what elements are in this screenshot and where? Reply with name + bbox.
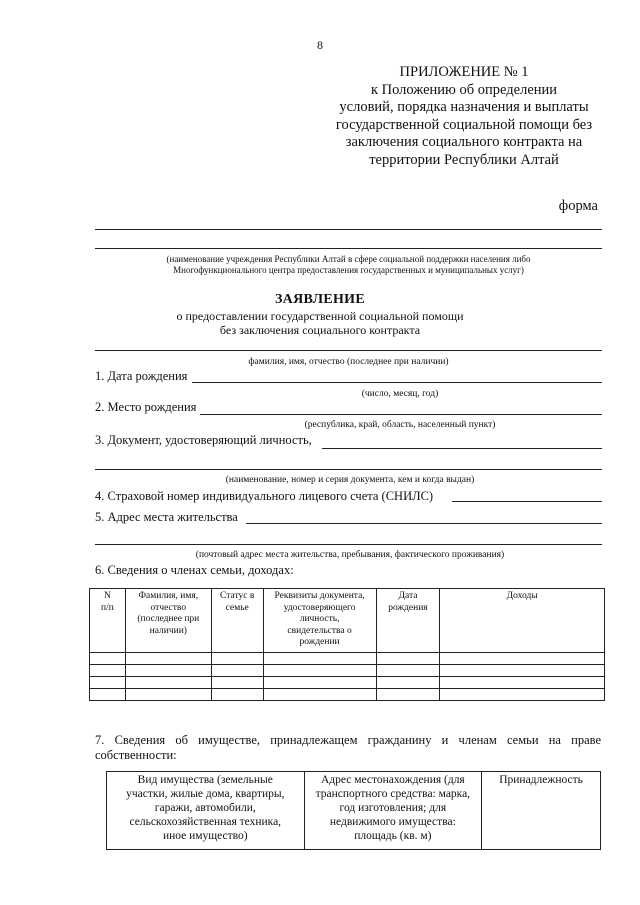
snils-label: 4. Страховой номер индивидуального лицевого счета (СНИЛС) xyxy=(95,489,434,503)
birth-place-field[interactable] xyxy=(200,414,602,415)
table-cell[interactable] xyxy=(263,665,376,677)
header-text: год изготовления; для xyxy=(339,802,447,814)
header-text: рождения xyxy=(388,602,428,613)
birth-place-note: (республика, край, область, населенный пункт) xyxy=(304,420,496,430)
header-text: рождении xyxy=(299,637,340,647)
header-text: Реквизиты документа, xyxy=(274,591,365,601)
property-table xyxy=(106,771,601,850)
fio-line[interactable] xyxy=(95,350,602,351)
appendix-header xyxy=(318,64,610,170)
table-cell[interactable] xyxy=(125,653,211,665)
col-header-property-type xyxy=(107,772,305,850)
table-cell[interactable] xyxy=(440,677,605,689)
col-header-location xyxy=(304,772,482,850)
table-cell[interactable] xyxy=(90,689,126,701)
property-text-line: собственности: xyxy=(95,748,177,762)
table-cell[interactable] xyxy=(211,677,263,689)
property-text xyxy=(95,733,601,763)
family-label: 6. Сведения о членах семьи, доходах: xyxy=(95,563,294,577)
application-subtitle-line: о предоставлении государственной социальной помощи xyxy=(176,309,464,323)
table-row xyxy=(90,653,605,665)
col-header-ownership xyxy=(482,772,601,850)
institution-note xyxy=(95,254,602,276)
header-text: сельскохозяйственная техника, xyxy=(129,816,282,828)
header-text: Доходы xyxy=(506,591,538,601)
col-header-birth-date xyxy=(376,589,440,653)
table-cell[interactable] xyxy=(376,677,440,689)
table-cell[interactable] xyxy=(211,689,263,701)
header-text: Принадлежность xyxy=(499,774,583,786)
address-field[interactable] xyxy=(246,523,602,524)
document-field[interactable] xyxy=(322,448,602,449)
table-cell[interactable] xyxy=(90,665,126,677)
header-text: иное имущество) xyxy=(162,830,248,842)
property-text-line: 7. Сведения об имуществе, принадлежащем гражданину и членам семьи на праве xyxy=(95,733,601,747)
table-cell[interactable] xyxy=(376,653,440,665)
document-note: (наименование, номер и серия документа, кем и когда выдан) xyxy=(225,475,475,485)
header-text: Фамилия, имя, xyxy=(138,591,199,601)
institution-line-2[interactable] xyxy=(95,248,602,249)
header-text: N xyxy=(104,591,111,601)
header-text: наличии) xyxy=(149,625,187,636)
application-title: ЗАЯВЛЕНИЕ xyxy=(274,292,365,307)
header-text: Статус в xyxy=(220,591,255,601)
header-text: площадь (кв. м) xyxy=(354,830,432,842)
address-field-line-2[interactable] xyxy=(95,544,602,545)
header-text: Дата xyxy=(398,591,418,601)
header-text: Вид имущества (земельные xyxy=(137,774,273,786)
header-text: гаражи, автомобили, xyxy=(154,802,256,814)
birth-date-note: (число, месяц, год) xyxy=(361,389,439,399)
application-subtitle xyxy=(0,309,640,337)
institution-line-1[interactable] xyxy=(95,229,602,230)
birth-place-label: 2. Место рождения xyxy=(95,400,197,414)
col-header-number xyxy=(90,589,126,653)
header-text: личность, xyxy=(299,614,340,624)
address-label: 5. Адрес места жительства xyxy=(95,510,238,524)
table-cell[interactable] xyxy=(263,653,376,665)
header-text: удостоверяющего xyxy=(283,602,356,613)
form-label: форма xyxy=(558,198,598,214)
col-header-status xyxy=(211,589,263,653)
fio-note: фамилия, имя, отчество (последнее при наличии) xyxy=(248,357,449,367)
table-cell[interactable] xyxy=(90,653,126,665)
address-note: (почтовый адрес места жительства, пребывания, фактического проживания) xyxy=(195,550,505,560)
page-number: 8 xyxy=(317,38,323,52)
appendix-line: государственной социальной помощи без xyxy=(335,116,593,133)
table-cell[interactable] xyxy=(263,677,376,689)
appendix-line: территории Республики Алтай xyxy=(369,151,559,168)
header-text: семье xyxy=(225,602,249,613)
header-text: Адрес местонахождения (для xyxy=(320,774,465,786)
institution-note-line: Многофункционального центра предоставления государственных и муниципальных услуг) xyxy=(173,265,524,275)
table-cell[interactable] xyxy=(125,677,211,689)
table-cell[interactable] xyxy=(440,653,605,665)
header-text: свидетельства о xyxy=(287,625,352,636)
institution-note-line: (наименование учреждения Республики Алтай в сфере социальной поддержки населения либо xyxy=(166,254,531,264)
header-text: недвижимого имущества: xyxy=(329,816,456,828)
birth-date-label: 1. Дата рождения xyxy=(95,369,188,383)
table-cell[interactable] xyxy=(125,665,211,677)
col-header-income xyxy=(440,589,605,653)
table-row xyxy=(90,689,605,701)
col-header-document xyxy=(263,589,376,653)
header-text: отчество xyxy=(150,602,187,613)
appendix-line: к Положению об определении xyxy=(370,81,558,98)
table-cell[interactable] xyxy=(376,689,440,701)
birth-date-field[interactable] xyxy=(192,382,602,383)
table-cell[interactable] xyxy=(440,689,605,701)
table-cell[interactable] xyxy=(90,677,126,689)
table-cell[interactable] xyxy=(263,689,376,701)
document-field-line-2[interactable] xyxy=(95,469,602,470)
table-cell[interactable] xyxy=(125,689,211,701)
appendix-title: ПРИЛОЖЕНИЕ № 1 xyxy=(399,64,529,80)
document-label: 3. Документ, удостоверяющий личность, xyxy=(95,433,312,447)
snils-field[interactable] xyxy=(452,501,602,502)
table-row xyxy=(90,677,605,689)
table-cell[interactable] xyxy=(376,665,440,677)
header-text: участки, жилые дома, квартиры, xyxy=(126,788,285,800)
header-text: п/п xyxy=(101,602,114,613)
appendix-line: условий, порядка назначения и выплаты xyxy=(339,99,589,116)
table-row xyxy=(90,665,605,677)
table-cell[interactable] xyxy=(440,665,605,677)
family-table xyxy=(89,588,605,701)
header-text: (последнее при xyxy=(137,614,200,624)
header-text: транспортного средства: марка, xyxy=(315,788,471,800)
application-subtitle-line: без заключения социального контракта xyxy=(219,323,421,337)
table-cell[interactable] xyxy=(211,665,263,677)
col-header-fio xyxy=(125,589,211,653)
table-cell[interactable] xyxy=(211,653,263,665)
appendix-line: заключения социального контракта на xyxy=(345,134,583,151)
